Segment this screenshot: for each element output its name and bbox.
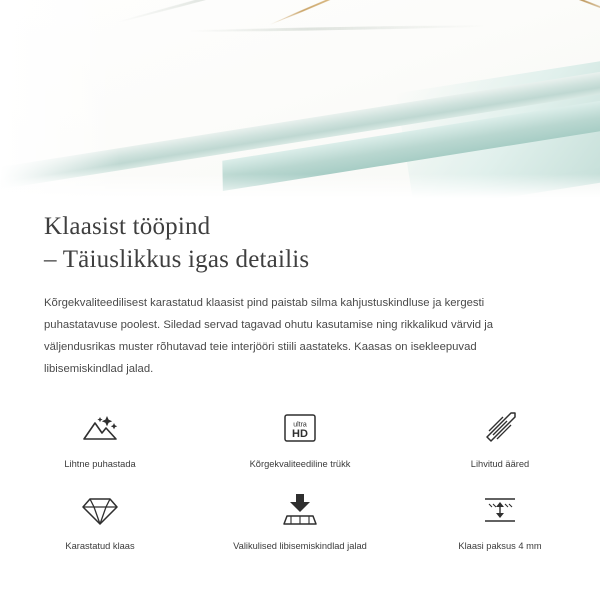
feature-item-anti-slip-feet [200, 478, 400, 552]
feature-item-easy-clean [0, 396, 200, 470]
hero-image [0, 0, 600, 200]
hero-bottom-fade [0, 174, 600, 200]
easy-clean-icon [78, 408, 122, 448]
feature-label: Kõrgekvaliteediline trükk [249, 459, 351, 469]
tempered-glass-diamond-icon [78, 490, 122, 530]
feature-grid [0, 396, 600, 552]
svg-text:ultra: ultra [293, 421, 307, 429]
feature-item-ultra-hd-print [200, 396, 400, 470]
product-description: Kõrgekvaliteedilisest karastatud klaasist pind paistab silma kahjustuskindluse ja kergesti puhastatavuse poolest. Siledad servad tagavad ohutu kasutamise ning rikkalikud värvid ja väljendusrikas muster rõhutavad teie interjööri stiili aastateks. Kaasas on isekleepuvad libisemiskindlad jalad. [44, 297, 494, 375]
text-content [0, 200, 600, 380]
svg-text:HD: HD [292, 428, 308, 440]
feature-label: Karastatud klaas [65, 541, 135, 551]
polished-edges-icon [478, 408, 522, 448]
feature-label: Klaasi paksus 4 mm [458, 541, 542, 551]
page-title-line2: – Täiuslikkus igas detailis [44, 246, 310, 273]
glass-thickness-icon [478, 490, 522, 530]
page-title [0, 200, 600, 276]
ultra-hd-print-icon [278, 408, 322, 448]
feature-label: Lihtne puhastada [64, 459, 136, 469]
page-title-line1: Klaasist tööpind [44, 213, 211, 240]
feature-item-polished-edges [400, 396, 600, 470]
feature-item-glass-thickness [400, 478, 600, 552]
hero-left-fade [0, 0, 120, 200]
feature-item-tempered-glass [0, 478, 200, 552]
feature-label: Valikulised libisemiskindlad jalad [233, 541, 367, 551]
feature-label: Lihvitud ääred [470, 459, 530, 469]
optional-anti-slip-feet-icon [278, 490, 322, 530]
